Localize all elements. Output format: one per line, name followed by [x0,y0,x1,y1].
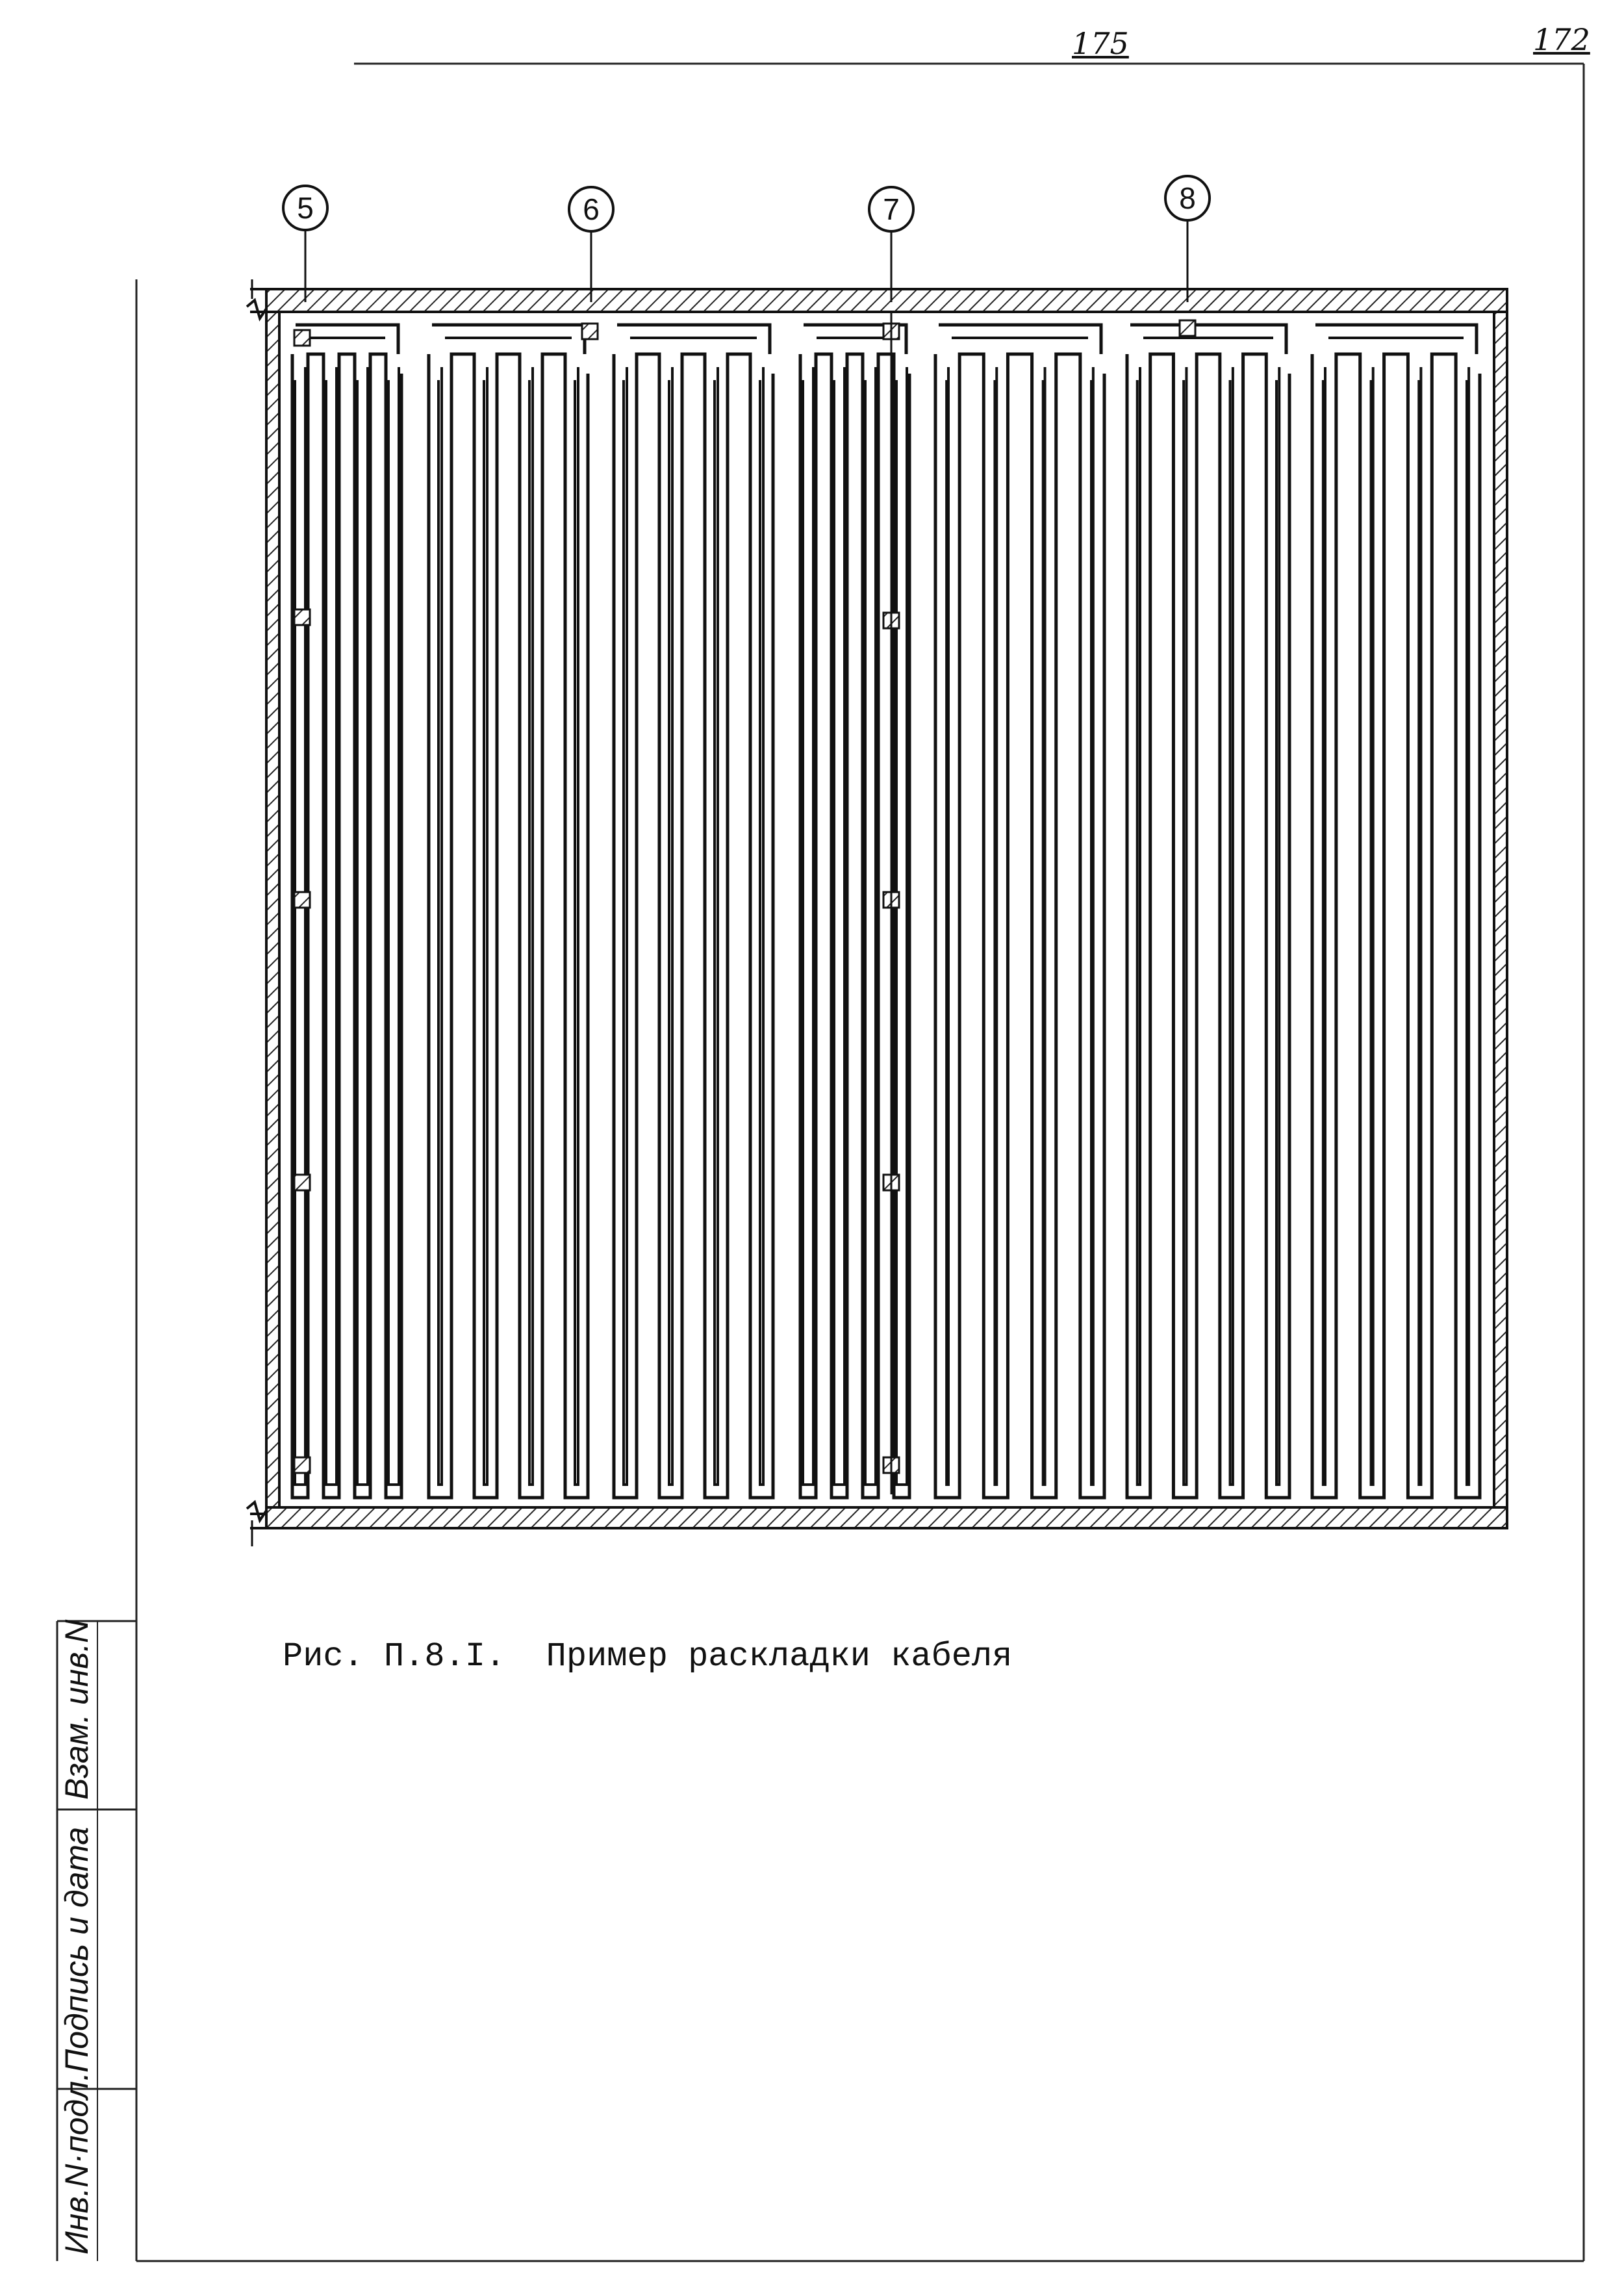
wall-left [266,312,279,1507]
cable-section-2 [429,325,588,1498]
cable-inner-line-7 [1323,338,1469,1485]
axis-marker-label: 8 [1179,181,1196,215]
wall-bottom [266,1507,1507,1528]
stamp-vzam-inv: Взам. инв.N [58,1619,95,1800]
temperature-sensor [294,1175,310,1190]
cable-section-3 [614,325,773,1498]
stamp-inv-podl: Инв.N·подл. [58,2071,95,2255]
axis-marker-label: 5 [297,191,314,225]
cable-inner-line-3 [624,338,763,1485]
stamp-podpis-data: Подпись и дата [58,1826,95,2073]
cable-section-5 [935,325,1104,1498]
cable-section-6 [1127,325,1289,1498]
axis-marker-label: 6 [583,192,600,226]
axis-marker-label: 7 [883,192,900,226]
temperature-sensor [294,1457,310,1473]
page-number-old: 175 [1072,26,1129,61]
wall-break-bottom [247,1502,266,1520]
cable-inner-line-2 [438,338,578,1485]
temperature-sensor [294,609,310,625]
cable-inner-line-6 [1137,338,1280,1485]
temperature-sensor [582,324,598,339]
cable-section-1 [292,325,401,1498]
wall-top [266,289,1507,312]
cable-section-7 [1312,325,1480,1498]
cable-inner-line-5 [946,338,1093,1485]
figure-caption: Рис. П.8.І. Пример раскладки кабеля [283,1637,1013,1676]
wall-right [1494,312,1507,1507]
temperature-sensor [1180,320,1195,336]
temperature-sensor [294,892,310,908]
cable-section-4 [800,325,909,1498]
cable-inner-line-1 [295,338,399,1485]
wall-break-top [247,300,266,318]
temperature-sensor [294,330,310,346]
page-number-current: 172 [1533,22,1590,57]
axis-marker-layer [283,176,1210,302]
cable-layer [292,325,1480,1498]
